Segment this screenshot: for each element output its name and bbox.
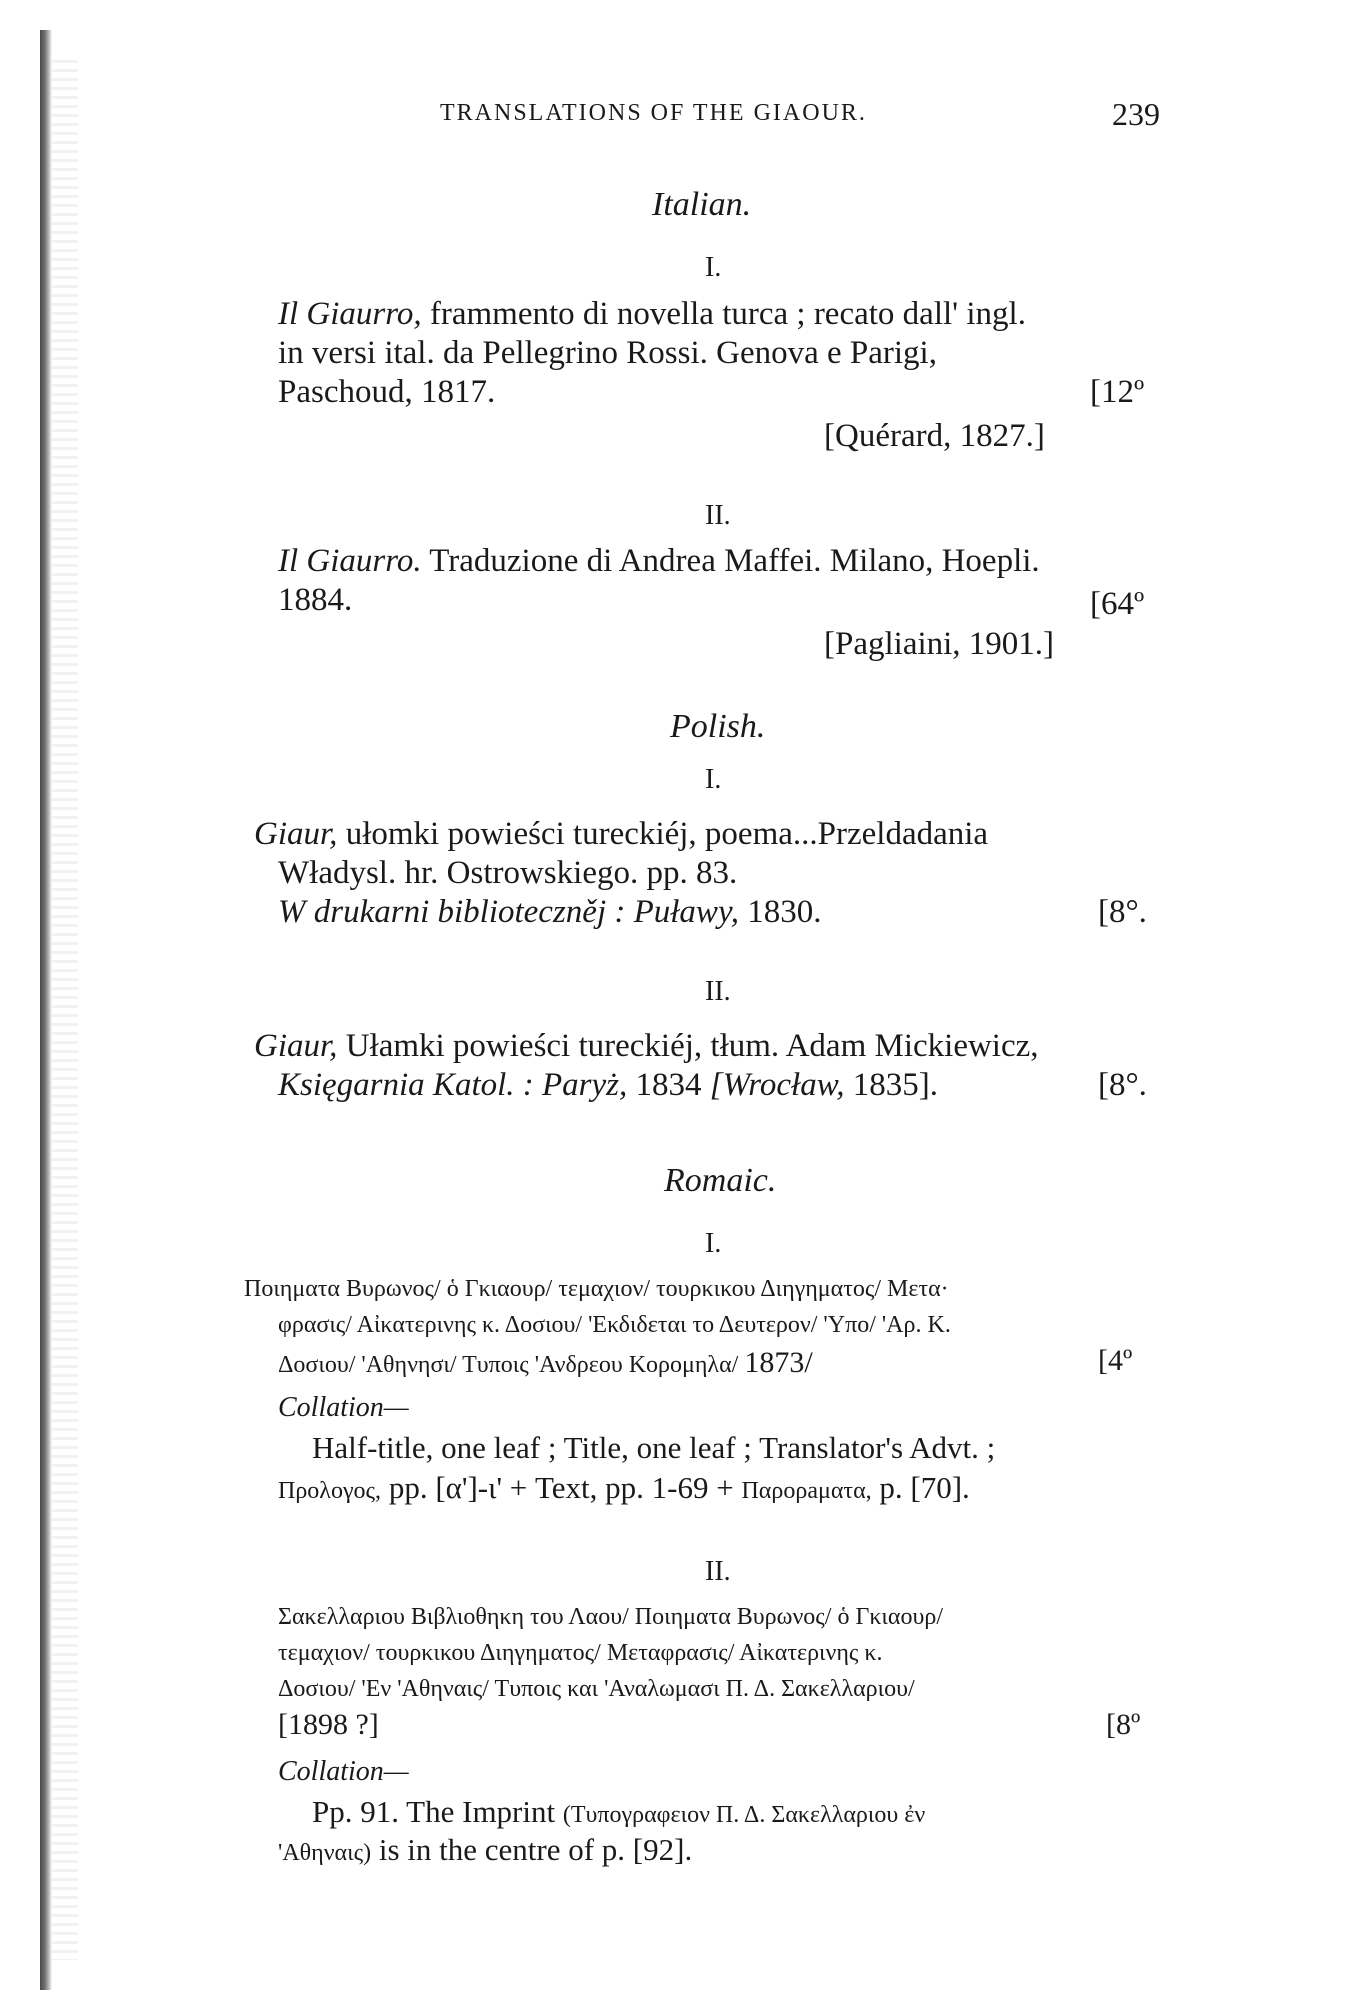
entry-line xyxy=(278,896,822,929)
entry-title: Il Giaurro, xyxy=(278,296,422,332)
entry-line xyxy=(254,1030,1039,1063)
year: 1830. xyxy=(747,894,822,930)
greek-line: φρασις/ Αἰκατερινης κ. Δοσιου/ 'Εκδιδεται το Δευτερον/ 'Υπο/ 'Αρ. Κ. xyxy=(278,1312,951,1338)
running-title: TRANSLATIONS OF THE GIAOUR. xyxy=(440,100,867,126)
entry-text: Ułamki powieści tureckiéj, tłum. Adam Mickiewicz, xyxy=(345,1028,1039,1064)
greek-line xyxy=(278,1348,813,1379)
section-heading-italian: Italian. xyxy=(652,186,752,223)
greek-line: Σακελλαριου Βιβλιοθηκη του Λαου/ Ποιηματα Βυρωνος/ ὁ Γκιαουρ/ xyxy=(278,1604,943,1630)
section-heading-polish: Polish. xyxy=(670,708,766,745)
entry-title: Giaur, xyxy=(254,816,338,852)
year: 1873/ xyxy=(744,1346,813,1379)
entry-text: ułomki powieści tureckiéj, poema...Przeldadania xyxy=(345,816,989,852)
entry-title: Il Giaurro. xyxy=(278,543,422,579)
collation-line xyxy=(278,1470,970,1506)
entry-line xyxy=(278,1069,938,1102)
source-citation: [Quérard, 1827.] xyxy=(824,418,1045,454)
entry-text: frammento di novella turca ; recato dall' ingl. xyxy=(429,296,1026,332)
source-citation: [Pagliaini, 1901.] xyxy=(824,626,1055,662)
entry-text: Traduzione di Andrea Maffei. Milano, Hoepli. xyxy=(429,543,1040,579)
collation-text: is in the centre of p. [92]. xyxy=(378,1832,693,1867)
greek-line: Ποιηματα Βυρωνος/ ὁ Γκιαουρ/ τεμαχιον/ τουρκικου Διηγηματος/ Μετα· xyxy=(244,1276,949,1302)
collation-text: Pp. 91. The Imprint xyxy=(312,1794,556,1829)
greek-line: τεμαχιον/ τουρκικου Διηγηματος/ Μεταφρασις/ Αἰκατερινης κ. xyxy=(278,1640,883,1666)
format-size: [8º xyxy=(1106,1708,1141,1741)
entry-line xyxy=(254,818,988,851)
imprint: Księgarnia Katol. : Paryż, xyxy=(278,1067,628,1103)
entry-line: Paschoud, 1817. xyxy=(278,374,496,410)
section-heading-romaic: Romaic. xyxy=(664,1162,777,1199)
format-size: [8°. xyxy=(1098,894,1147,930)
collation-line xyxy=(312,1794,925,1830)
entry-line: Władysl. hr. Ostrowskiego. pp. 83. xyxy=(278,855,738,891)
entry-line xyxy=(278,298,1026,331)
greek-word: Προλογος, xyxy=(278,1478,382,1504)
collation-label: Collation— xyxy=(278,1756,409,1787)
format-size: [64º xyxy=(1090,586,1145,622)
format-size: [4º xyxy=(1098,1344,1133,1377)
collation-label: Collation— xyxy=(278,1392,409,1423)
greek-phrase: (Τυπογραφειον Π. Δ. Σακελλαριου ἐν xyxy=(562,1802,926,1828)
entry-number: I. xyxy=(705,764,722,795)
entry-number: II. xyxy=(705,976,731,1007)
greek-line: Δοσιου/ 'Εν 'Αθηναις/ Τυποις και 'Αναλωμασι Π. Δ. Σακελλαριου/ xyxy=(278,1676,915,1702)
date-line: [1898 ?] xyxy=(278,1708,379,1741)
imprint-alt: [Wrocław, xyxy=(709,1067,845,1103)
greek-text: Δοσιου/ 'Αθηνησι/ Τυποις 'Ανδρεου Κορομηλα/ xyxy=(278,1352,739,1378)
entry-line: in versi ital. da Pellegrino Rossi. Genova e Parigi, xyxy=(278,335,937,371)
entry-number: II. xyxy=(705,500,731,531)
greek-word: Παρορaματα, xyxy=(741,1478,872,1504)
entry-line: 1884. xyxy=(278,582,353,618)
collation-line: Half-title, one leaf ; Title, one leaf ; Translator's Advt. ; xyxy=(312,1430,996,1465)
entry-number: I. xyxy=(705,1228,722,1259)
entry-title: Giaur, xyxy=(254,1028,338,1064)
entry-line xyxy=(278,545,1040,578)
collation-line xyxy=(278,1832,692,1868)
page-number: 239 xyxy=(1112,96,1160,132)
imprint: W drukarni biblioteczněj : Puławy, xyxy=(278,894,740,930)
format-size: [8°. xyxy=(1098,1067,1147,1103)
entry-number: I. xyxy=(705,252,722,283)
year-alt: 1835]. xyxy=(852,1067,939,1103)
format-size: [12º xyxy=(1090,374,1145,410)
collation-text: p. [70]. xyxy=(879,1470,970,1505)
entry-number: II. xyxy=(705,1556,731,1587)
greek-word: 'Αθηναις) xyxy=(278,1840,372,1866)
year: 1834 xyxy=(635,1067,702,1103)
collation-text: pp. [α']-ι' + Text, pp. 1-69 + xyxy=(388,1470,734,1505)
